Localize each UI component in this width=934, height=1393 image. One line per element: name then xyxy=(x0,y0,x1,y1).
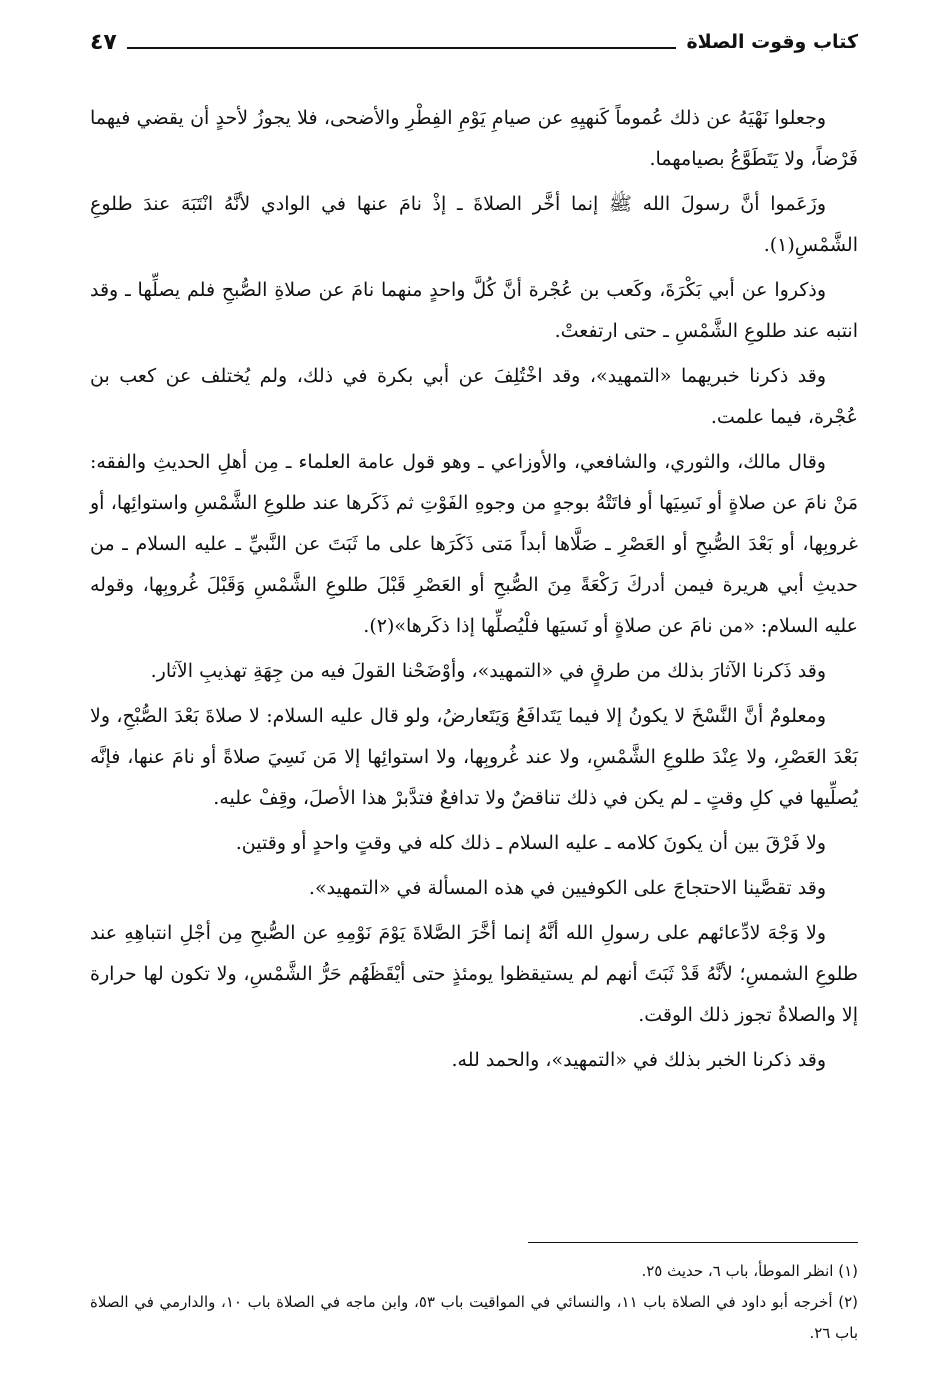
page-number: ٤٧ xyxy=(90,29,117,55)
paragraph: ولا فَرْقَ بين أن يكونَ كلامه ـ عليه السلام ـ ذلك كله في وقتٍ واحدٍ أو وقتين. xyxy=(235,832,826,854)
footnote: (٢) أخرجه أبو داود في الصلاة باب ١١، والنسائي في المواقيت باب ٥٣، وابن ماجه في الصلاة باب ١٠، والدارمي في الصلاة باب ٢٦. xyxy=(90,1293,859,1342)
paragraph: وجعلوا نَهْيَهُ عن ذلك عُموماً كَنهيِهِ عن صيامِ يَوْمِ الفِطْرِ والأضحى، فلا يجوزُ لأحدٍ أن يقضي فيهما فَرْضاً، ولا يَتَطَوَّعُ بصيامهما. xyxy=(90,107,858,170)
paragraph: ومعلومٌ أنَّ النَّسْخَ لا يكونُ إلا فيما يَتَدافَعُ وَيَتَعارضُ، ولو قال عليه السلام: لا صلاةَ بَعْدَ الصُّبْحِ، ولا بَعْدَ العَصْرِ، ولا عِنْدَ طلوعِ الشَّمْسِ، ولا عند غُروبِها، ولا استوائِها إلا مَن نَسِيَ صلاةً أو نامَ عنها، فإنَّه يُصلِّيها في كلِ وقتٍ ـ لم يكن في ذلك تناقضٌ ولا تدافعٌ فتدَّبرْ هذا الأصلَ، وقِفْ عليه. xyxy=(90,705,858,809)
header-rule xyxy=(127,47,677,49)
footnotes xyxy=(90,1256,858,1349)
footnote-divider xyxy=(528,1242,858,1243)
paragraph: وقد تقصَّينا الاحتجاجَ على الكوفيين في هذه المسألة في «التمهيد». xyxy=(308,877,826,899)
book-page xyxy=(90,20,858,1370)
paragraph: وقال مالك، والثوري، والشافعي، والأوزاعي ـ وهو قول عامة العلماء ـ مِن أهلِ الحديثِ والفقه: مَنْ نامَ عن صلاةٍ أو نَسِيَها أو فاتَتْهُ بوجهٍ من وجوهِ الفَوْتِ ثم ذَكَرها عند طلوعِ الشَّمْسِ واستوائِها، أو غروبِها، أو بَعْدَ الصُّبحِ أو العَصْرِ ـ صَلَّاها أبداً مَتى ذَكَرَها على ما ثَبَتَ عن النَّبيِّ ـ عليه السلام ـ من حديثِ أبي هريرة فيمن أدركَ رَكْعَةً مِنَ الصُّبحِ أو العَصْرِ قَبْلَ طلوعِ الشَّمْسِ وَقَبْلَ غُروبِها، وقوله عليه السلام: «من نامَ عن صلاةٍ أو نَسيَها فلْيُصلِّها إذا ذكَرها»(٢). xyxy=(90,451,859,637)
paragraph: وقد ذكرنا الخبر بذلك في «التمهيد»، والحمد لله. xyxy=(451,1049,826,1071)
main-text xyxy=(90,98,858,1085)
footnote: (١) انظر الموطأ، باب ٦، حديث ٢٥. xyxy=(641,1262,858,1280)
paragraph: وقد ذكرنا خبريهما «التمهيد»، وقد اخْتُلِفَ عن أبي بكرة في ذلك، ولم يُختلف عن كعب بن عُجْرة، فيما علمت. xyxy=(90,365,858,428)
paragraph: ولا وَجْهَ لادِّعائهم على رسولِ الله أنَّهُ إنما أخَّرَ الصَّلاةَ يَوْمَ نَوْمِهِ عن الصُّبحِ مِن أجْلِ انتباهِهِ عند طلوعِ الشمسِ؛ لأنَّهُ قَدْ ثَبَتَ أنهم لم يستيقظوا يومئذٍ حتى أيْقَظَهُم حَرُّ الشَّمْسِ، ولا تكون لها حرارة إلا والصلاةُ تجوز ذلك الوقت. xyxy=(90,922,858,1026)
paragraph: وذكروا عن أبي بَكْرَةَ، وكَعب بن عُجْرة أنَّ كُلَّ واحدٍ منهما نامَ عن صلاةِ الصُّبحِ فلم يصلِّها ـ وقد انتبه عند طلوعِ الشَّمْسِ ـ حتى ارتفعتْ. xyxy=(90,279,858,342)
paragraph: وقد ذَكرنا الآثارَ بذلك من طرقٍ في «التمهيد»، وأوْضَحْنا القولَ فيه من جِهَةِ تهذيبِ الآثار. xyxy=(150,660,826,682)
paragraph: وزَعَموا أنَّ رسولَ الله ﷺ إنما أخَّر الصلاةَ ـ إذْ نامَ عنها في الوادي لأنَّهُ انْتَبَهَ عندَ طلوعِ الشَّمْسِ(١). xyxy=(90,193,858,256)
page-header xyxy=(90,20,858,64)
chapter-title: كتاب وقوت الصلاة xyxy=(686,31,858,53)
